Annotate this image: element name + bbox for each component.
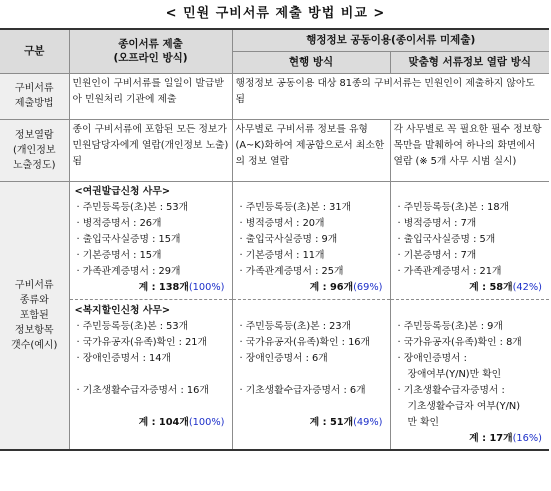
passport-custom-total-text: 계 : 58개 [469,281,513,293]
passport-current-percent: (69%) [353,281,383,293]
welfare-current-item: · 주민등록등(초)본 : 23개 [239,320,352,332]
spacer [236,399,387,415]
header-category: 구분 [0,29,69,73]
welfare-custom-total [394,431,547,447]
welfare-paper-item [73,367,229,383]
header-paper-line2: (오프라인 방식) [113,52,188,65]
welfare-custom-item: 장애여부(Y/N)만 확인 [407,368,502,380]
welfare-current-item: · 기초생활수급자증명서 : 6개 [239,384,366,396]
submission-label-line2: 제출방법 [14,98,54,109]
viewing-paper: 종이 구비서류에 포함된 모든 정보가 민원담당자에게 열람(개인정보 노출)됨 [69,119,232,181]
spacer [394,184,547,200]
welfare-paper-percent: (100%) [188,416,225,428]
passport-paper-total-text: 계 : 138개 [138,281,189,293]
welfare-custom-item: · 주민등록등(초)본 : 9개 [397,320,503,332]
viewing-label-line2: (개인정보 [12,144,56,156]
passport-custom-item: · 주민등록등(초)본 : 18개 [397,201,510,213]
welfare-paper-item: · 기초생활수급자증명서 : 16개 [76,384,209,396]
types-custom [390,181,549,450]
header-paper [69,29,232,73]
passport-paper-item: · 주민등록등(초)본 : 53개 [76,201,189,213]
spacer [394,303,547,319]
types-label-line2: 종류와 [19,294,49,306]
header-admin-info: 행정정보 공동이용(종이서류 미제출) [232,29,549,51]
spacer [236,184,387,200]
submission-shared: 행정정보 공동이용 대상 81종의 구비서류는 민원인이 제출하지 않아도 됨 [232,73,549,119]
passport-paper-percent: (100%) [188,281,225,293]
welfare-current-item [236,367,387,383]
types-label-line1: 구비서류 [14,279,54,291]
welfare-custom-item: · 장애인증명서 : [397,352,467,364]
types-label-line3: 포함된 [19,309,49,321]
section-divider [70,299,232,300]
header-current: 현행 방식 [232,51,390,73]
row-label-submission [0,73,69,119]
welfare-custom-total-text: 계 : 17개 [469,432,513,444]
welfare-current-total [236,415,387,431]
welfare-current-percent: (49%) [353,416,383,428]
header-custom: 맞춤형 서류정보 열람 방식 [390,51,549,73]
welfare-current-total-text: 계 : 51개 [309,416,354,428]
passport-current-item: · 가족관계증명서 : 25개 [239,265,344,277]
types-label-line5: 갯수(예시) [11,339,58,351]
spacer [73,399,229,415]
passport-current-total-text: 계 : 96개 [309,281,354,293]
passport-current-item: · 병적증명서 : 20개 [239,217,325,229]
passport-section-title: <여권발급신청 사무> [74,185,171,197]
passport-custom-item: · 출입국사실증명 : 5개 [397,233,496,245]
welfare-section-title: <복지할인신청 사무> [74,304,171,316]
welfare-custom-item: · 기초생활수급자증명서 : [397,384,505,396]
viewing-current: 사무별로 구비서류 정보를 유형(A~K)화하여 제공함으로서 최소한의 정보 열람 [232,119,390,181]
section-divider [391,299,550,300]
welfare-paper-total [73,415,229,431]
spacer [236,303,387,319]
passport-current-item: · 주민등록등(초)본 : 31개 [239,201,352,213]
passport-custom-percent: (42%) [512,281,542,293]
row-label-viewing [0,119,69,181]
welfare-current-item: · 장애인증명서 : 6개 [239,352,328,364]
submission-paper: 민원인이 구비서류를 일일이 발급받아 민원처리 기관에 제출 [69,73,232,119]
row-label-types [0,181,69,450]
welfare-paper-total-text: 계 : 104개 [138,416,189,428]
viewing-label-line1: 정보열람 [14,129,54,141]
welfare-paper-item: · 국가유공자(유족)확인 : 21개 [76,336,208,348]
welfare-paper-item: · 주민등록등(초)본 : 53개 [76,320,189,332]
section-divider [233,299,390,300]
types-current [232,181,390,450]
passport-custom-item: · 가족관계증명서 : 21개 [397,265,502,277]
viewing-custom: 각 사무별로 꼭 필요한 필수 정보항목만을 발췌하여 하나의 화면에서 열람 (※ 5개 사무 시범 실시) [390,119,549,181]
passport-current-total [236,280,387,296]
passport-custom-item: · 병적증명서 : 7개 [397,217,477,229]
welfare-custom-item: 만 확인 [407,416,440,428]
welfare-paper-item: · 장애인증명서 : 14개 [76,352,171,364]
passport-paper-item: · 출입국사실증명 : 15개 [76,233,181,245]
welfare-custom-item: · 국가유공자(유족)확인 : 8개 [397,336,522,348]
welfare-current-item: · 국가유공자(유족)확인 : 16개 [239,336,371,348]
viewing-label-line3: 노출정도) [12,159,56,171]
types-label-line4: 정보항목 [14,324,54,336]
welfare-custom-item: 기초생활수급자 여부(Y/N) [407,400,521,412]
passport-paper-item: · 병적증명서 : 26개 [76,217,162,229]
submission-label-line1: 구비서류 [14,83,54,94]
passport-current-item: · 출입국사실증명 : 9개 [239,233,338,245]
passport-custom-item: · 기본증명서 : 7개 [397,249,477,261]
comparison-table [0,28,549,451]
passport-paper-total [73,280,229,296]
page-title: < 민원 구비서류 제출 방법 비교 > [165,6,386,21]
types-paper [69,181,232,450]
passport-current-item: · 기본증명서 : 11개 [239,249,325,261]
welfare-custom-percent: (16%) [512,432,542,444]
passport-paper-item: · 가족관계증명서 : 29개 [76,265,181,277]
passport-custom-total [394,280,547,296]
header-paper-line1: 종이서류 제출 [118,38,183,51]
passport-paper-item: · 기본증명서 : 15개 [76,249,162,261]
